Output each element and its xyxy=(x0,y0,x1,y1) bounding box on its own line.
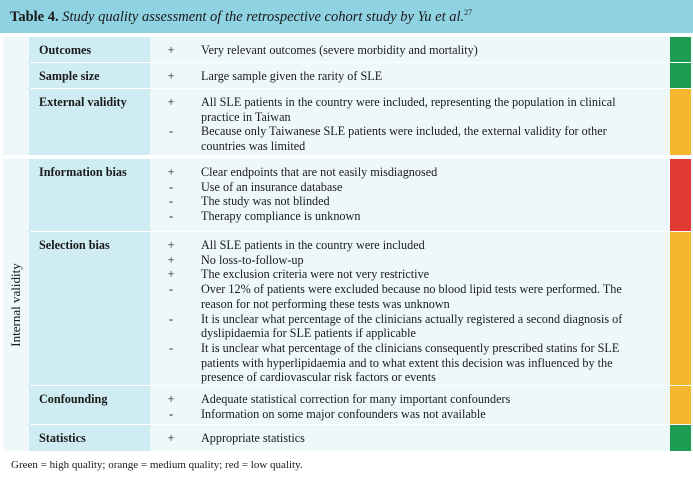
table-row xyxy=(29,89,693,155)
assessment-text: Over 12% of patients were excluded because no blood lipid tests were performed. The xyxy=(201,282,622,297)
group-separator xyxy=(0,155,693,159)
assessment-sign: + xyxy=(167,238,175,252)
quality-indicator-orange xyxy=(670,89,691,155)
reference-number: 27 xyxy=(464,8,473,17)
assessment-text: Adequate statistical correction for many important confounders xyxy=(201,392,511,406)
row-category: External validity xyxy=(29,89,150,155)
internal-validity-label: Internal validity xyxy=(8,263,23,347)
assessment-text: All SLE patients in the country were included xyxy=(201,238,425,252)
assessment-sign: - xyxy=(168,340,174,355)
group-column-internal xyxy=(3,159,30,451)
assessment-text: It is unclear what percentage of the clinicians consequently prescribed statins for SLE xyxy=(201,340,620,355)
table-row xyxy=(29,386,693,424)
quality-indicator-red xyxy=(670,159,691,231)
assessment-text: Because only Taiwanese SLE patients were included, the external validity for other xyxy=(201,124,607,139)
assessment-text: The exclusion criteria were not very restrictive xyxy=(201,267,430,282)
row-category: Confounding xyxy=(29,386,150,424)
assessment-text: Large sample given the rarity of SLE xyxy=(201,69,383,83)
table-body xyxy=(0,37,693,451)
assessment-sign: - xyxy=(168,406,174,421)
table-row xyxy=(29,159,693,231)
row-category: Outcomes xyxy=(29,37,150,62)
assessment-sign: + xyxy=(167,95,175,109)
quality-indicator-green xyxy=(670,37,691,62)
assessment-sign: - xyxy=(168,209,174,224)
row-category: Information bias xyxy=(29,159,150,231)
row-category: Sample size xyxy=(29,63,150,88)
assessment-text: No loss-to-follow-up xyxy=(201,252,304,267)
assessment-text: Appropriate statistics xyxy=(201,431,305,445)
assessment-sign: + xyxy=(167,267,175,282)
table-row xyxy=(29,232,693,385)
assessment-sign: - xyxy=(168,282,174,297)
assessment-sign: + xyxy=(167,392,175,406)
row-category: Selection bias xyxy=(29,232,150,385)
assessment-sign: + xyxy=(167,431,175,445)
assessment-sign: - xyxy=(168,179,174,194)
assessment-text: It is unclear what percentage of the clinicians actually registered a second diagnosis of xyxy=(201,311,623,326)
assessment-text: Very relevant outcomes (severe morbidity and mortality) xyxy=(201,43,478,57)
row-category: Statistics xyxy=(29,425,150,451)
assessment-sign: - xyxy=(168,194,174,209)
quality-indicator-green xyxy=(670,63,691,88)
assessment-sign: + xyxy=(167,69,175,83)
assessment-text: Therapy compliance is unknown xyxy=(201,209,361,224)
assessment-sign: + xyxy=(167,252,175,267)
assessment-sign: - xyxy=(168,124,174,139)
assessment-text: practice in Taiwan xyxy=(201,109,291,124)
assessment-text: reason for not performing these tests was unknown xyxy=(201,296,450,311)
quality-indicator-orange xyxy=(670,232,691,385)
assessment-text: Clear endpoints that are not easily misdiagnosed xyxy=(201,165,438,179)
table-row xyxy=(29,63,693,88)
quality-indicator-orange xyxy=(670,386,691,424)
assessment-rows xyxy=(29,37,693,451)
assessment-text: Information on some major confounders was not available xyxy=(201,406,486,421)
table-title xyxy=(0,0,693,33)
assessment-text: patients with hyperlipidaemia and to what extent this decision was influenced by the xyxy=(201,355,613,370)
table-label: Table 4. xyxy=(10,9,59,25)
table-footnote: Green = high quality; orange = medium quality; red = low quality. xyxy=(11,459,303,471)
group-column-blank xyxy=(3,37,30,155)
assessment-text: dyslipidaemia for SLE patients if applicable xyxy=(201,326,416,341)
assessment-text: Use of an insurance database xyxy=(201,179,343,194)
assessment-sign: + xyxy=(167,43,175,57)
table-caption: Study quality assessment of the retrospective cohort study by Yu et al. xyxy=(62,9,465,25)
assessment-sign: - xyxy=(168,311,174,326)
assessment-text: presence of cardiovascular risk factors or events xyxy=(201,370,436,385)
assessment-text: All SLE patients in the country were included, representing the population in clinical xyxy=(201,95,616,109)
assessment-sign: + xyxy=(167,165,175,179)
quality-indicator-green xyxy=(670,425,691,451)
table-row xyxy=(29,425,693,451)
assessment-text: countries was limited xyxy=(201,139,306,154)
assessment-text: The study was not blinded xyxy=(201,194,330,209)
table-row xyxy=(29,37,693,62)
